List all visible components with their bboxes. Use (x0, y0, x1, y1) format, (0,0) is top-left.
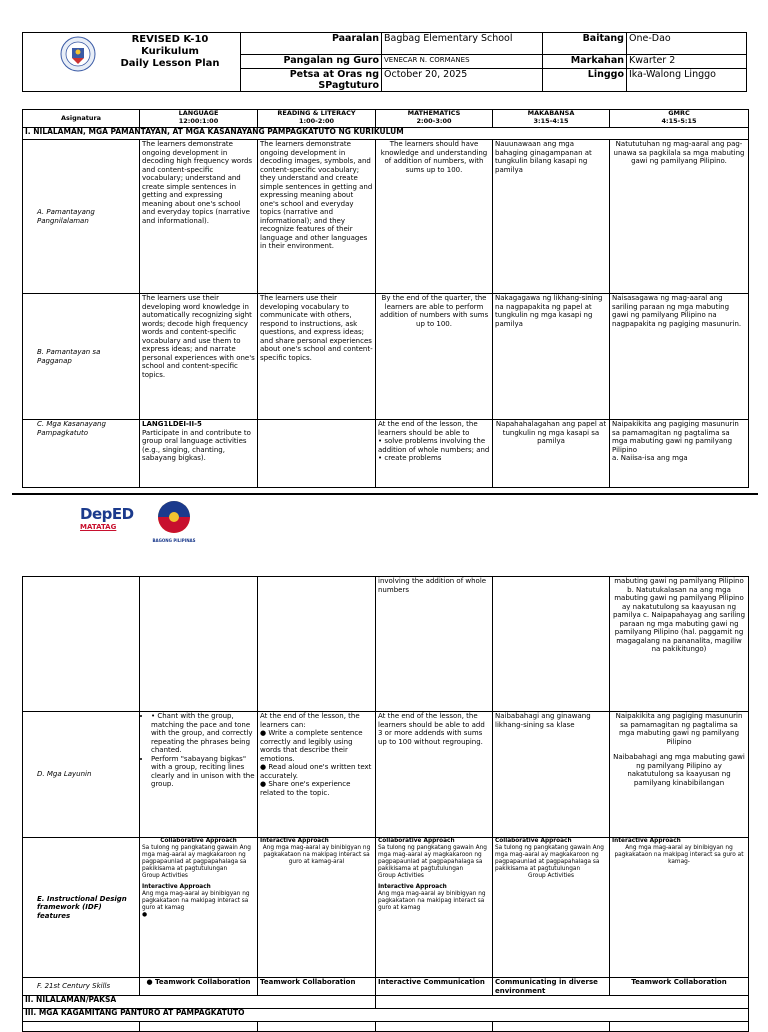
row-a-reading: The learners demonstrate ongoing development in decoding images, symbols, and content-specific vocabulary; they understand and create simple sentences in getting and expressing meaning about one's school and everyday topics (narrative and informational); and they recognize features of their language and other languages in their environment. (258, 140, 376, 294)
row-b-reading: The learners use their developing vocabulary to communicate with others, respond to instructions, ask questions, and express ideas; and share personal experiences about one's school and content-specific topics. (258, 294, 376, 420)
section-1-heading: I. NILALAMAN, MGA PAMANTAYAN, AT MGA KASANAYANG PAMPAGKATUTO NG KURIKULUM (23, 128, 749, 140)
cont-makabansa (493, 577, 610, 712)
row-b-gmrc: Naisasagawa ng mag-aaral ang sariling paraan ng mga mabuting gawi ng pamilyang Pilipino na nagpapakita ng pagiging masunurin. (610, 294, 749, 420)
petsa-value: October 20, 2025 (382, 69, 543, 92)
bagong-pilipinas-logo: BAGONG PILIPINAS (146, 500, 202, 543)
col-asignatura: Asignatura (23, 110, 140, 128)
row-b-math: By the end of the quarter, the learners are able to perform addition of numbers with sums up to 100. (376, 294, 493, 420)
lesson-table-page1 (22, 109, 749, 488)
baitang-label: Baitang (543, 33, 627, 55)
row-c-reading (258, 420, 376, 488)
cont-label (23, 577, 140, 712)
section-3-heading: III. MGA KAGAMITANG PANTURO AT PAMPAGKATUTO (23, 1009, 749, 1022)
row-f-language: ● Teamwork Collaboration (140, 978, 258, 996)
section-3-row (23, 1022, 140, 1032)
row-b-label: B. Pamantayan sa Pagganap (23, 294, 140, 420)
row-f-reading: Teamwork Collaboration (258, 978, 376, 996)
guro-value: VENECAR N. CORMANES (382, 55, 543, 69)
cont-language (140, 577, 258, 712)
paaralan-value: Bagbag Elementary School (382, 33, 543, 55)
cont-reading (258, 577, 376, 712)
row-c-language: LANG1LDEI-II-5 Participate in and contribute to group oral language activities (e.g., singing, chanting, sabayang bigkas). (140, 420, 258, 488)
row-d-math: At the end of the lesson, the learners should be able to add 3 or more addends with sums up to 100 without regrouping. (376, 712, 493, 838)
guro-label: Pangalan ng Guro (241, 55, 382, 69)
row-c-label: C. Mga Kasanayang Pampagkatuto (23, 420, 140, 488)
row-e-language: Collaborative Approach Sa tulong ng pangkatang gawain Ang mga mag-aaral ay magkakaroon ng pagpapaunlad at pagpapahalaga sa pakikisama at pagtutulungan Group Activities Interactive Approach Ang mga mag-aaral ay binibigyan ng pagkakataon na makipag interact sa guro at kamag ● (140, 838, 258, 978)
lesson-table-page2 (22, 576, 749, 1032)
row-d-gmrc: Naipakikita ang pagiging masunurin sa pamamagitan ng pagtalima sa mga mabuting gawi ng pamilyang Pilipino Naibabahagi ang mga mabuting gawi ng pamilyang Pilipino ay nakatutulong sa kaayusan ng pamilyang kinabibilangan (610, 712, 749, 838)
linggo-label: Linggo (543, 69, 627, 92)
cont-math: involving the addition of whole numbers (376, 577, 493, 712)
row-a-label: A. Pamantayang Pangnilalaman (23, 140, 140, 294)
header-table (22, 32, 747, 92)
row-a-language: The learners demonstrate ongoing development in decoding high frequency words and content-specific vocabulary; understand and create simple sentences in getting and expressing meaning about one's school and everyday topics (narrative and informational). (140, 140, 258, 294)
row-d-makabansa: Naibabahagi ang ginawang likhang-sining sa klase (493, 712, 610, 838)
col-reading: READING & LITERACY 1:00-2:00 (258, 110, 376, 128)
deped-logo: DepED MATATAG (80, 505, 134, 531)
row-c-math: At the end of the lesson, the learners should be able to • solve problems involving the addition of whole numbers; and • create problems (376, 420, 493, 488)
row-d-language: • • Chant with the group, matching the pace and tone with the group, and correctly repeating the phrases being chanted. • Perform "sabayang bigkas" with a group, reciting lines clearly and in unison with the group. (140, 712, 258, 838)
row-c-gmrc: Naipakikita ang pagiging masunurin sa pamamagitan ng pagtalima sa mga mabuting gawi ng pamilyang Pilipino a. Naiisa-isa ang mga (610, 420, 749, 488)
linggo-value: Ika-Walong Linggo (627, 69, 747, 92)
section-2-content (376, 996, 749, 1009)
row-e-reading: Interactive Approach Ang mga mag-aaral ay binibigyan ng pagkakataon na makipag interact sa guro at kamag-aral (258, 838, 376, 978)
row-b-language: The learners use their developing word knowledge in automatically recognizing sight words; decode high frequency words and content-specific vocabulary and use them to express ideas; and narrate personal experiences with one's school and content-specific topics. (140, 294, 258, 420)
row-e-gmrc: Interactive Approach Ang mga mag-aaral ay binibigyan ng pagkakataon na makipag interact sa guro at kamag- (610, 838, 749, 978)
col-language: LANGUAGE 12:00:1:00 (140, 110, 258, 128)
subtitle-line1: Kurikulum (141, 46, 199, 57)
section-2-heading: II. NILALAMAN/PAKSA (23, 996, 376, 1009)
row-f-math: Interactive Communication (376, 978, 493, 996)
row-d-label: D. Mga Layunin (23, 712, 140, 838)
page-divider (12, 493, 758, 495)
row-a-gmrc: Natututuhan ng mag-aaral ang pag-unawa sa pagkilala sa mga mabuting gawi ng pamilyang Pilipino. (610, 140, 749, 294)
row-f-label: F. 21st Century Skills (23, 978, 140, 996)
col-gmrc: GMRC 4:15-5:15 (610, 110, 749, 128)
row-e-makabansa: Collaborative Approach Sa tulong ng pangkatang gawain Ang mga mag-aaral ay magkakaroon ng pagpapaunlad at pagpapahalaga sa pakikisama at pagtutulungan Group Activities (493, 838, 610, 978)
subtitle-line2: Daily Lesson Plan (120, 58, 220, 69)
col-mathematics: MATHEMATICS 2:00-3:00 (376, 110, 493, 128)
row-b-makabansa: Nakagagawa ng likhang-sining na nagpapakita ng papel at tungkulin ng mga kasapi ng pamilya (493, 294, 610, 420)
markahan-value: Kwarter 2 (627, 55, 747, 69)
row-e-math: Collaborative Approach Sa tulong ng pangkatang gawain Ang mga mag-aaral ay magkakaroon ng pagpapaunlad at pagpapahalaga sa pakikisama at pagtutulungan Group Activities Interactive Approach Ang mga mag-aaral ay binibigyan ng pagkakataon na makipag interact sa guro at kamag (376, 838, 493, 978)
row-a-makabansa: Nauunawaan ang mga bahaging ginagampanan at tungkulin bilang kasapi ng pamilya (493, 140, 610, 294)
col-makabansa: MAKABANSA 3:15-4:15 (493, 110, 610, 128)
title-line: REVISED K-10 (131, 34, 209, 45)
petsa-label: Petsa at Oras ng SPagtuturo (241, 69, 382, 92)
cont-gmrc: mabuting gawi ng pamilyang Pilipino b. Natutukalasan na ang mga mabuting gawi ng pamilyang Pilipino ay nakatutulong sa kaayusan ng pamilya c. Naipapahayag ang sariling paraan ng mga mabuting gawi ng pamilyang Pilipino (hal. paggamit ng magagalang na pananalita, magiliw na pakikitungo) (610, 577, 749, 712)
row-e-label: E. Instructional Design framework (IDF) features (23, 838, 140, 978)
row-f-gmrc: Teamwork Collaboration (610, 978, 749, 996)
paaralan-label: Paaralan (241, 33, 382, 55)
row-d-reading: At the end of the lesson, the learners can: ● Write a complete sentence correctly and legibly using words that describe their emotions. ● Read aloud one's written text accurately. ● Share one's experience related to the topic. (258, 712, 376, 838)
baitang-value: One-Dao (627, 33, 747, 55)
row-f-makabansa: Communicating in diverse environment (493, 978, 610, 996)
markahan-label: Markahan (543, 55, 627, 69)
row-a-math: The learners should have knowledge and understanding of addition of numbers, with sums up to 100. (376, 140, 493, 294)
row-c-makabansa: Napahahalagahan ang papel at tungkulin ng mga kasapi sa pamilya (493, 420, 610, 488)
